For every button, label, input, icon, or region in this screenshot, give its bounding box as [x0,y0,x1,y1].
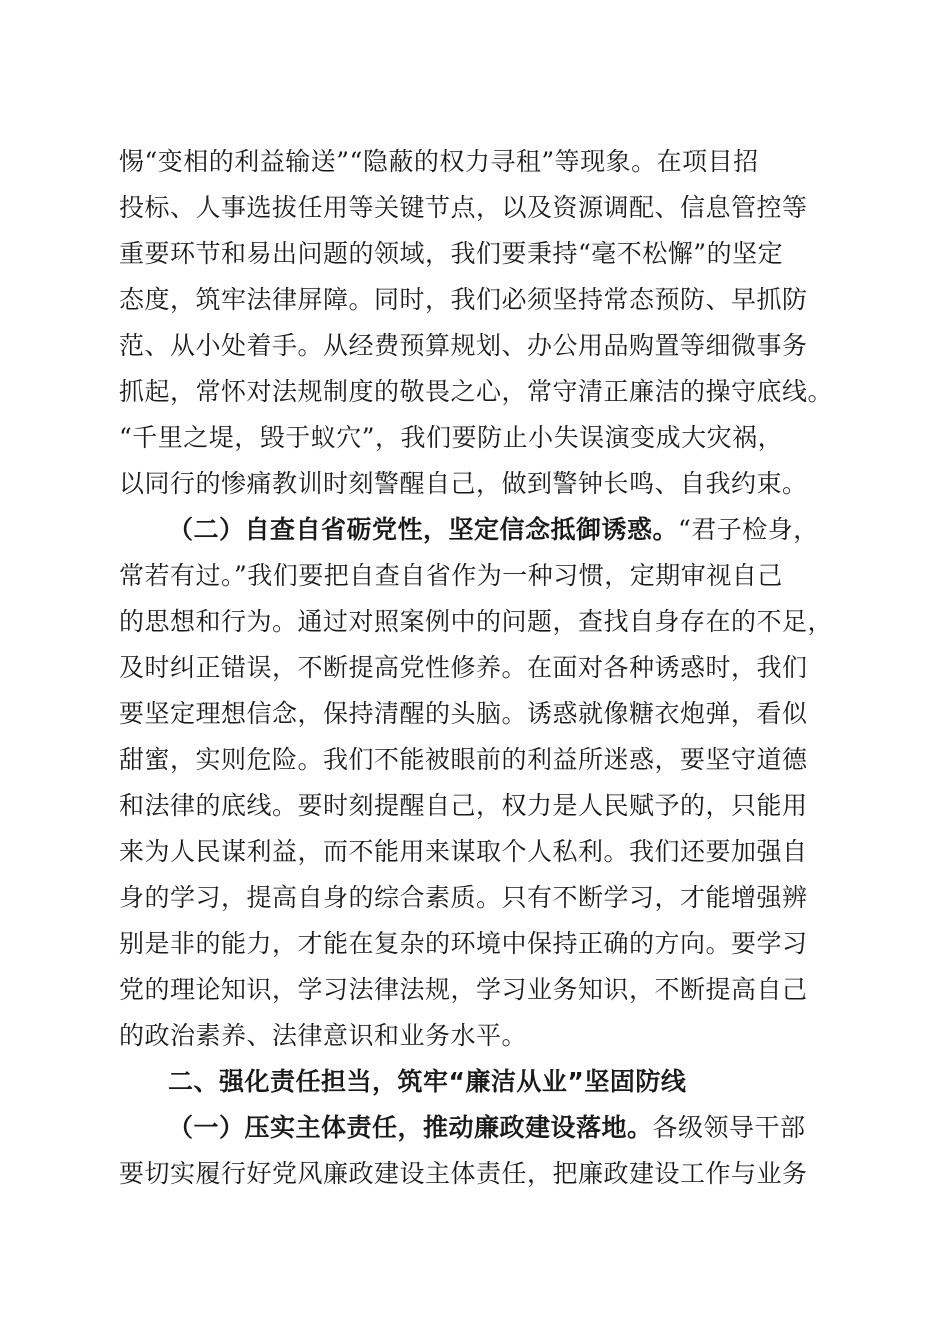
paragraph-line: 要切实履行好党风廉政建设主体责任，把廉政建设工作与业务 [119,1159,808,1188]
paragraph-line: 重要环节和易出问题的领域，我们要秉持“毫不松懈”的坚定 [119,239,784,268]
paragraph-line: 态度，筑牢法律屏障。同时，我们必须坚持常态预防、早抓防 [119,285,808,314]
paragraph-line: 的思想和行为。通过对照案例中的问题，查找自身存在的不足， [119,607,834,636]
paragraph-line: 常若有过。”我们要把自查自省作为一种习惯，定期审视自己 [119,561,783,590]
paragraph-line: 党的理论知识，学习法律法规，学习业务知识，不断提高自己 [119,975,808,1004]
paragraph-line: 要坚定理想信念，保持清醒的头脑。诱惑就像糖衣炮弹，看似 [119,699,808,728]
subsection-first-line [168,510,819,550]
paragraph-line: 投标、人事选拔任用等关键节点，以及资源调配、信息管控等 [119,193,808,222]
paragraph-line: 范、从小处着手。从经费预算规划、办公用品购置等细微事务 [119,331,808,360]
paragraph-line: 身的学习，提高自身的综合素质。只有不断学习，才能增强辨 [119,883,808,912]
subsection-text: “君子检身， [678,515,819,544]
paragraph-line: 的政治素养、法律意识和业务水平。 [119,1021,528,1050]
paragraph-line: 抓起，常怀对法规制度的敬畏之心，常守清正廉洁的操守底线。 [119,377,834,406]
paragraph-line: 惕“变相的利益输送”“隐蔽的权力寻租”等现象。在项目招 [119,147,759,176]
paragraph-line: 来为人民谋利益，而不能用来谋取个人私利。我们还要加强自 [119,837,808,866]
paragraph-line: “千里之堤，毁于蚁穴”，我们要防止小失误演变成大灾祸， [119,423,784,452]
subsection-first-line [168,1108,806,1148]
subsection-heading: （二）自查自省砺党性，坚定信念抵御诱惑。 [168,515,679,544]
paragraph-line: 甜蜜，实则危险。我们不能被眼前的利益所迷惑，要坚守道德 [119,745,808,774]
section-heading: 二、强化责任担当，筑牢“廉洁从业”坚固防线 [168,1067,687,1096]
paragraph-line: 和法律的底线。要时刻提醒自己，权力是人民赋予的，只能用 [119,791,808,820]
subsection-heading: （一）压实主体责任，推动廉政建设落地。 [168,1113,653,1142]
paragraph-line: 别是非的能力，才能在复杂的环境中保持正确的方向。要学习 [119,929,808,958]
subsection-text: 各级领导干部 [652,1113,806,1142]
paragraph-line: 以同行的惨痛教训时刻警醒自己，做到警钟长鸣、自我约束。 [119,469,808,498]
paragraph-line: 及时纠正错误，不断提高党性修养。在面对各种诱惑时，我们 [119,653,808,682]
